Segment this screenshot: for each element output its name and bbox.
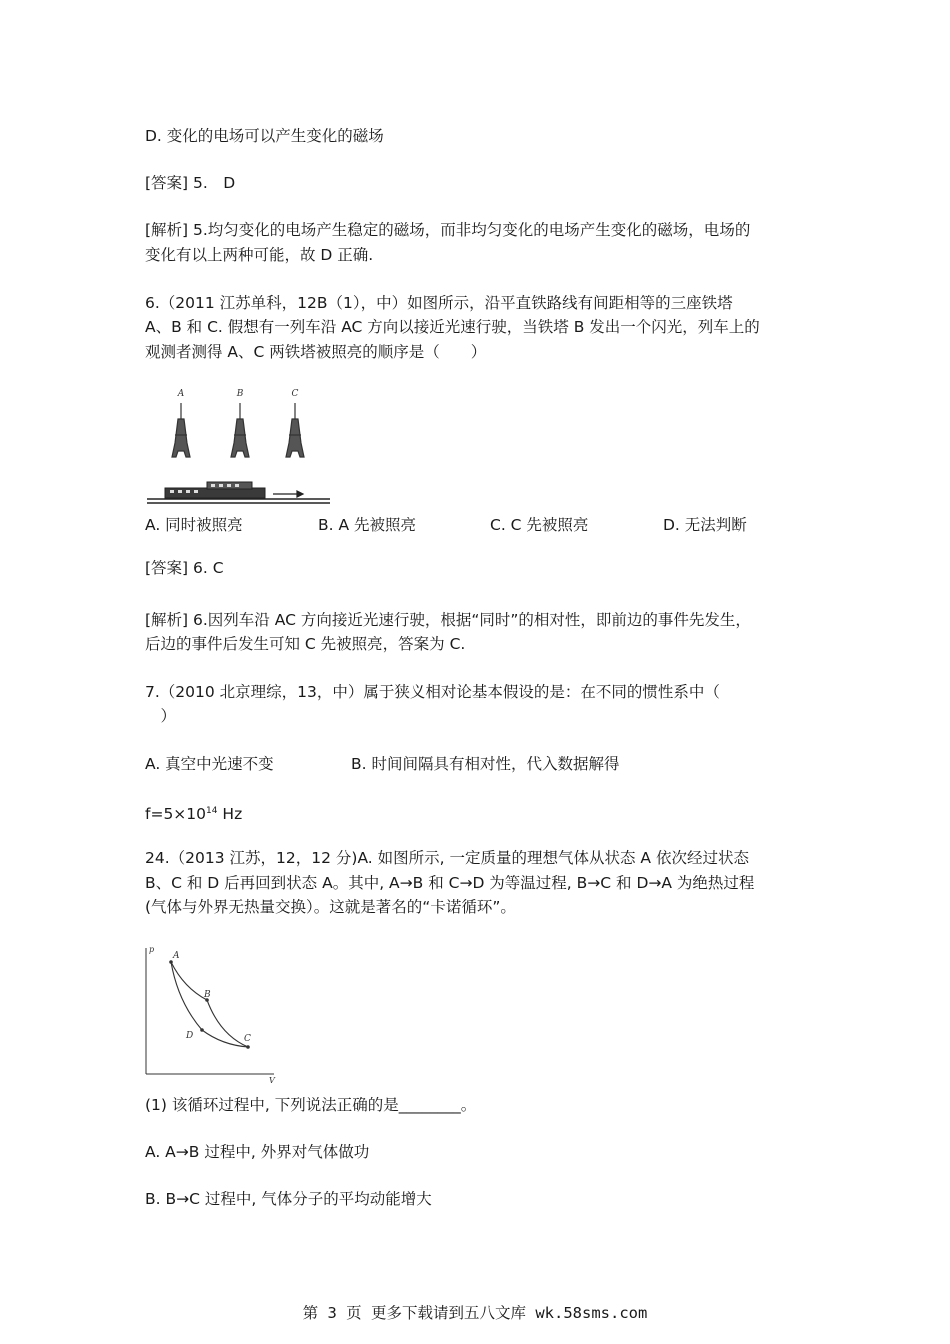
state-label-c: C xyxy=(244,1034,251,1044)
carnot-cycle xyxy=(171,962,248,1047)
tower-a xyxy=(172,403,190,457)
q6-option-c: C. C 先被照亮 xyxy=(490,516,589,534)
question-24-option-a: A. A→B 过程中, 外界对气体做功 xyxy=(145,1143,370,1161)
tower-label-a: A xyxy=(177,389,185,399)
option-d-line: D. 变化的电场可以产生变化的磁场 xyxy=(145,127,384,145)
question-24-line-3: (气体与外界无热量交换）。这就是著名的“卡诺循环”。 xyxy=(145,898,516,916)
explanation-6-line-2: 后边的事件后发生可知 C 先被照亮，答案为 C. xyxy=(145,635,466,653)
arrow-icon xyxy=(273,491,303,497)
frequency-result xyxy=(145,799,242,826)
explanation-5-line-2: 变化有以上两种可能，故 D 正确. xyxy=(145,246,374,264)
q7-option-b: B. 时间间隔具有相对性，代入数据解得 xyxy=(351,755,620,773)
state-label-a: A xyxy=(173,951,180,961)
page-footer: 第 3 页 更多下载请到五八文库 wk.58sms.com xyxy=(302,1304,648,1322)
tower-label-c: C xyxy=(291,389,299,399)
pv-axes xyxy=(146,948,274,1074)
tower-b xyxy=(231,403,249,457)
q6-option-b: B. A 先被照亮 xyxy=(318,516,417,534)
towers-train-figure xyxy=(145,385,335,510)
explanation-6-line-1: [解析] 6.因列车沿 AC 方向接近光速行驶，根据“同时”的相对性，即前边的事件先发生， xyxy=(145,611,751,629)
answer-6: [答案] 6. C xyxy=(145,559,224,577)
q7-option-a: A. 真空中光速不变 xyxy=(145,755,274,773)
question-24-option-b: B. B→C 过程中, 气体分子的平均动能增大 xyxy=(145,1190,432,1208)
tower-label-b: B xyxy=(236,389,244,399)
state-label-b: B xyxy=(204,990,211,1000)
question-6-line-2: A、B 和 C. 假想有一列车沿 AC 方向以接近光速行驶，当铁塔 B 发出一个闪光，列车上的 xyxy=(145,318,760,336)
pv-diagram xyxy=(138,940,288,1088)
axis-label-p: p xyxy=(149,945,155,954)
question-6-options xyxy=(145,513,805,537)
freq-prefix: f=5×10 xyxy=(145,805,207,824)
question-24-line-2: B、C 和 D 后再回到状态 A。其中, A→B 和 C→D 为等温过程, B→C 和 D→A 为绝热过程 xyxy=(145,874,755,892)
question-6-line-3: 观测者测得 A、C 两铁塔被照亮的顺序是（ ） xyxy=(145,343,487,361)
question-7-line-2: ） xyxy=(145,707,177,725)
question-24-sub-1: (1) 该循环过程中, 下列说法正确的是________。 xyxy=(145,1096,477,1114)
q6-option-d: D. 无法判断 xyxy=(663,516,747,534)
answer-5: [答案] 5. D xyxy=(145,174,236,192)
axis-label-v: V xyxy=(269,1076,275,1085)
question-24-line-1: 24.（2013 江苏，12，12 分)A. 如图所示, 一定质量的理想气体从状态 A 依次经过状态 xyxy=(145,849,749,867)
question-6-line-1: 6.（2011 江苏单科，12B（1），中）如图所示，沿平直铁路线有间距相等的三座铁塔 xyxy=(145,294,733,312)
explanation-5-line-1: [解析] 5.均匀变化的电场产生稳定的磁场，而非均匀变化的电场产生变化的磁场，电场的 xyxy=(145,221,751,239)
q6-option-a: A. 同时被照亮 xyxy=(145,516,243,534)
state-label-d: D xyxy=(186,1031,194,1041)
tower-c xyxy=(286,403,304,457)
question-7-options xyxy=(145,752,805,776)
freq-exponent: 14 xyxy=(206,806,218,816)
freq-suffix: Hz xyxy=(217,805,243,824)
train xyxy=(165,482,265,498)
question-7-line-1: 7.（2010 北京理综，13，中）属于狭义相对论基本假设的是：在不同的惯性系中（ xyxy=(145,683,720,701)
rails xyxy=(147,499,330,503)
